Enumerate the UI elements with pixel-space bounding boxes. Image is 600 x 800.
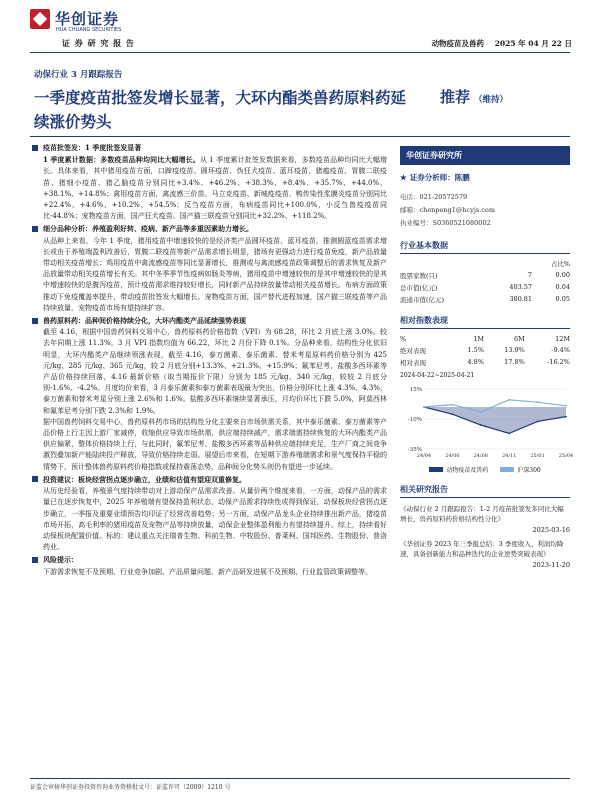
legend-item-b	[500, 465, 540, 474]
report-type: 证 券 研 究 报 告	[62, 38, 135, 48]
related-reports	[400, 504, 570, 570]
x-tick-label: 25/01	[530, 453, 545, 459]
performance-header-cell: 6M	[514, 334, 525, 343]
performance-row	[400, 356, 570, 368]
related-report-title: 《动保行业 2 月跟踪报告：1-2 月疫苗批签发多同比大幅增长，兽药原料药价格结构性分化》	[400, 505, 564, 523]
performance-header-cell: %	[400, 334, 407, 343]
basic-cell-value: 7	[527, 271, 533, 279]
summary-column	[32, 142, 387, 579]
bullet-text	[43, 223, 387, 314]
series-point	[452, 404, 454, 406]
paragraph-body: 从 1 季度累计批签发数据来看，多数疫苗品种均同比大幅增长。具体来看，其中猪用疫苗方面，口蹄疫疫苗、圆环疫苗、伪狂犬疫苗、蓝耳疫苗、猪瘟疫苗、胃腹二联疫苗、猪细小疫苗、猪乙脑疫苗分别同比+3.4%、+46.2%、+38.3%、+8.4%、+35.7%、+44.0%、+38.1%、+14.8%；禽用疫苗方面，禽流感三价苗、马立克疫苗、新城疫疫苗、鸭传染性浆膜炎疫苗分别同比+22.4%、+4.6%、+10.2%、+54.5%；反刍疫苗方面，布病疫苗同比+100.0%，小反刍兽疫疫苗同比-44.8%；宠物疫苗方面，国产狂犬疫苗、国产猫三联疫苗分别同比+32.2%、+118.2%。	[43, 156, 388, 221]
bullet-lead: 疫苗批签发：1 季度批签发显著	[43, 143, 142, 152]
analyst-line	[400, 172, 570, 183]
bullet-text	[43, 315, 387, 473]
industry-line: 动保行业 3 月跟踪报告	[34, 70, 123, 80]
paragraph-body: 从历史经验看，养殖景气度持续带动对上游动保产品需求改善。从量价两个维度来看，一方面，动保产品的需求量已在逐步恢复中，2025 年养殖端有望保持盈利状态，动保产品需求持续性或得到保证，动保板块经营拐点逐步确立，一季报及重要业绩预告均印证了经营改善趋势；另一方面，动保产品龙头企业持续推出新产品，猪疫苗市场开拓，高毛利率的猪用疫苗及宠物产品等持续放量，动保企业整体盈利能力有望持续提升。综上，持续看好动保板块配置价值。标的：建议重点关注瑞普生物、科前生物、中牧股份、普莱柯、国邦医药、生物股份、普洛药业。	[43, 487, 387, 552]
performance-row	[400, 344, 570, 356]
series-point	[537, 401, 539, 403]
basic-header-pct: 占比%	[550, 260, 570, 268]
analyst-info	[400, 191, 570, 230]
rating-value: 推荐	[440, 88, 471, 106]
analyst-phone: 电话：021-20572579	[400, 193, 468, 201]
analyst-email[interactable]: 邮箱：chenpeng1@hcyjs.com	[400, 206, 495, 214]
series-point	[423, 406, 425, 408]
bullet-text	[43, 554, 387, 577]
performance-cell: 17.8%	[504, 358, 525, 366]
x-tick-label: 24/11	[501, 453, 517, 459]
bullet-square-icon	[32, 557, 38, 563]
x-tick-label: 25/04	[558, 453, 574, 459]
report-title: 一季度疫苗批签发增长显著，大环内酯类兽药原料药延续涨价势头	[34, 88, 407, 131]
legend-label-b: 沪深300	[517, 467, 541, 474]
logo-text: 华创证券	[55, 10, 120, 28]
sidebar	[400, 142, 574, 570]
bullet-text	[43, 474, 387, 553]
divider	[30, 136, 570, 137]
basic-data-table	[400, 258, 570, 305]
bullet-lead: 兽药原料药：品种间价格持续分化，大环内酯类产品延续强势表现	[43, 316, 246, 326]
related-report-date: 2025-03-16	[532, 526, 570, 534]
performance-cell: -9.4%	[551, 346, 570, 354]
performance-cell: 4.8%	[467, 358, 484, 366]
series-point	[565, 405, 567, 407]
basic-data-row	[400, 269, 570, 281]
summary-bullet	[32, 474, 387, 553]
bullet-square-icon	[32, 226, 38, 232]
basic-cell-value: 403.57	[509, 283, 533, 291]
performance-header-row	[400, 333, 570, 344]
basic-cell-label: 股票家数(只)	[400, 271, 438, 280]
performance-table	[400, 333, 570, 368]
x-tick-label: 24/06	[445, 453, 460, 459]
basic-cell-label: 流通市值(亿元)	[400, 295, 445, 304]
y-tick-label: -35%	[407, 447, 422, 453]
bullet-text	[43, 142, 387, 222]
legend-label-a: 动物疫苗及兽药	[446, 467, 489, 474]
performance-cell: 1.5%	[467, 346, 484, 354]
x-tick-label: 24/08	[473, 453, 489, 459]
x-tick-label: 24/04	[416, 453, 432, 459]
bullet-lead: 细分品种分析：养殖盈利好转、疫病、新产品等多重因素助力增长。	[43, 224, 253, 234]
footer-note: 证监会审核华创证券投资咨询业务资格批文号：证监许可（2009）1210 号	[30, 778, 570, 791]
rating	[440, 86, 508, 107]
related-report-date: 2023-11-20	[532, 561, 570, 569]
legend-swatch-a	[429, 467, 443, 472]
y-tick-label: 15%	[409, 387, 422, 393]
doc-date: 2025 年 04 月 22 日	[494, 39, 572, 48]
bullet-lead: 投资建议：板块经营拐点逐步确立，业绩和估值有望迎双重修复。	[43, 474, 246, 484]
bullet-paragraph	[43, 567, 387, 578]
performance-cell: 相对表现	[400, 358, 426, 367]
basic-data-row	[400, 293, 570, 305]
paragraph-body: 据中国兽药饲料交易中心，兽药原料药市场的结构性分化主要来自市场供需关系，其中泰乐菌素、泰万菌素等产品价格上行主因上游厂家减停，收缩供应导致市场供需，供应端持续减产，需求端需持续恢复的大环内酯类产品供应偏紧，整体价格持续上行，与此同时，氟苯尼考、盐酸多西环素等品种供应端持续充足，生产厂商之间竞争激烈叠加新产能陆续投产释放，导致价格持续走弱。展望后市来看，在短期下游养殖端需求和景气度保持平稳的情势下，预计整体兽药原料药价格指数或保持震荡态势，品种间分化势头则仍有望进一步延续。	[43, 417, 387, 471]
y-tick-label: -10%	[407, 417, 422, 423]
bullet-paragraph	[43, 236, 387, 314]
series-point	[452, 413, 454, 415]
basic-cell-pct: 0.05	[555, 295, 570, 303]
summary-bullet	[32, 315, 387, 473]
basic-data-row	[400, 281, 570, 293]
chart-legend	[400, 465, 570, 474]
company-logo	[30, 8, 122, 33]
paragraph-body: 从品种上来看，今年 1 季度，猪用疫苗中增速较快的是经济类产品圆环疫苗、蓝耳疫苗，推测圆蓝疫苗需求增长或由于养殖端盈利改善后，胃腹二联疫苗等新产品需求增长明显，猪场有更强动力进行疫苗免疫，新产品放量带动相关疫苗增长；鸡用疫苗中禽流感疫苗等同比显著增长，推测或与禽流感疫苗政策调整后的需求恢复及新产品放量带动相关疫苗增长有关。其中冬季季节性疫病如肠炎等病，猪用疫苗中增速较快的是其中增速较快的是其中增速较快的是腹泻疫苗，预计疫苗需求维持较好增长，同时新产品持续放量带动相关疫苗增长。布病方面政策推动下免疫覆盖率提升，带动疫苗批签发大幅增长。宠物疫苗方面，国产替代进程加速，国产猫三联疫苗等产品持续放量，宠物疫苗市场有望持续扩容。	[43, 236, 387, 312]
basic-cell-label: 总市值(亿元)	[400, 283, 438, 292]
performance-cell: 绝对表现	[400, 346, 426, 355]
basic-cell-value: 380.81	[509, 295, 533, 303]
series-point	[480, 411, 482, 413]
bullet-paragraph	[43, 154, 387, 222]
paragraph-body: 截至 4.16，根据中国兽药饲料交易中心，兽药原料药价格指数（VPI）为 68.28，环比 2 月底上涨 3.0%。较去年同期上涨 11.3%。3 月 VPI 指数均值为 66.22，环比 2 月份下降 0.1%。分品种来看，结构性分化依旧明显，大环内酯类产品继续领涨表现，截至 4.16，泰万菌素、泰乐菌素、替米考星原料药价格分别为 425 元/kg、285 元/kg、365 元/kg，较 2 月底分别+13.3%、+21.3%、+15.9%；氟苯尼考、盐酸多西环素等产品价格持续回落，4.16 最新价格（取当期报价下限）分别为 185 元/kg、340 元/kg，较较 2 月底分别-1.6%、-4.2%。月度均价来看，3 月泰乐菌素和泰万菌素表现最为突出，价格分别环比上涨 4.3%、4.3%，泰万菌素和替米考星分别上涨 2.6%和 1.6%。盐酸多西环素继续显著承压，月均价环比下跌 5.0%，阿莫西林和氟苯尼考分别下跌 2.3%和 1.9%。	[43, 328, 387, 415]
performance-chart	[400, 383, 574, 463]
summary-bullet	[32, 554, 387, 577]
basic-cell-pct: 0.00	[555, 271, 570, 279]
doc-category: 动物疫苗及兽药	[431, 39, 485, 48]
series-point	[508, 399, 510, 401]
divider	[30, 52, 570, 53]
chart-period: 2024-04-22~2025-04-21	[400, 372, 475, 379]
summary-bullet	[32, 142, 387, 222]
bullet-square-icon	[32, 318, 38, 324]
series-point	[480, 424, 482, 426]
bullet-paragraph	[43, 327, 387, 417]
star-icon: ★	[400, 173, 407, 182]
related-report-title: 《华创证券 2023 年三季报总结：3 季度收入、利润均降速，具备创新能力和品种迭代的企业逆势突破表现》	[400, 540, 564, 558]
report-header	[0, 0, 600, 58]
basic-data-title: 行业基本数据	[400, 240, 570, 254]
institute-header: 华创证券研究所	[400, 146, 570, 165]
performance-cell: -16.2%	[547, 358, 570, 366]
performance-title: 相对指数表现	[400, 315, 570, 329]
related-report-item[interactable]	[400, 539, 570, 570]
legend-swatch-b	[500, 467, 514, 472]
performance-header-cell: 12M	[555, 334, 570, 343]
series-point	[565, 416, 567, 418]
analyst-name: 证券分析师：陈鹏	[409, 173, 470, 182]
bullet-square-icon	[32, 145, 38, 151]
performance-header-cell: 1M	[473, 334, 484, 343]
bullet-lead: 风险提示：	[43, 555, 78, 565]
analyst-license: 执业编号：S0360521080002	[400, 219, 491, 227]
related-report-item[interactable]	[400, 504, 570, 535]
series-point	[508, 433, 510, 435]
logo-mark-icon	[30, 9, 50, 29]
performance-cell: 13.9%	[504, 346, 525, 354]
logo-subtext: HUA CHUANG SECURITIES	[56, 27, 122, 33]
bullet-paragraph	[43, 486, 387, 553]
paragraph-body: 下游需求恢复不及预期、行业竞争加剧、产品质量问题、新产品研发进展不及预期、行业监管政策调整等。	[43, 567, 372, 576]
bullet-square-icon	[32, 476, 38, 482]
summary-bullet	[32, 223, 387, 314]
bullet-paragraph	[43, 417, 387, 473]
paragraph-lead: 1 季度累计数据：多数疫苗品种均同比大幅增长。	[43, 155, 200, 165]
basic-cell-pct: 0.04	[555, 283, 570, 291]
performance-chart-svg	[400, 383, 574, 463]
related-title: 相关研究报告	[400, 484, 570, 498]
rating-sub: （维持）	[474, 95, 509, 105]
series-point	[537, 421, 539, 423]
header-meta	[424, 38, 572, 49]
legend-item-a	[429, 465, 488, 474]
